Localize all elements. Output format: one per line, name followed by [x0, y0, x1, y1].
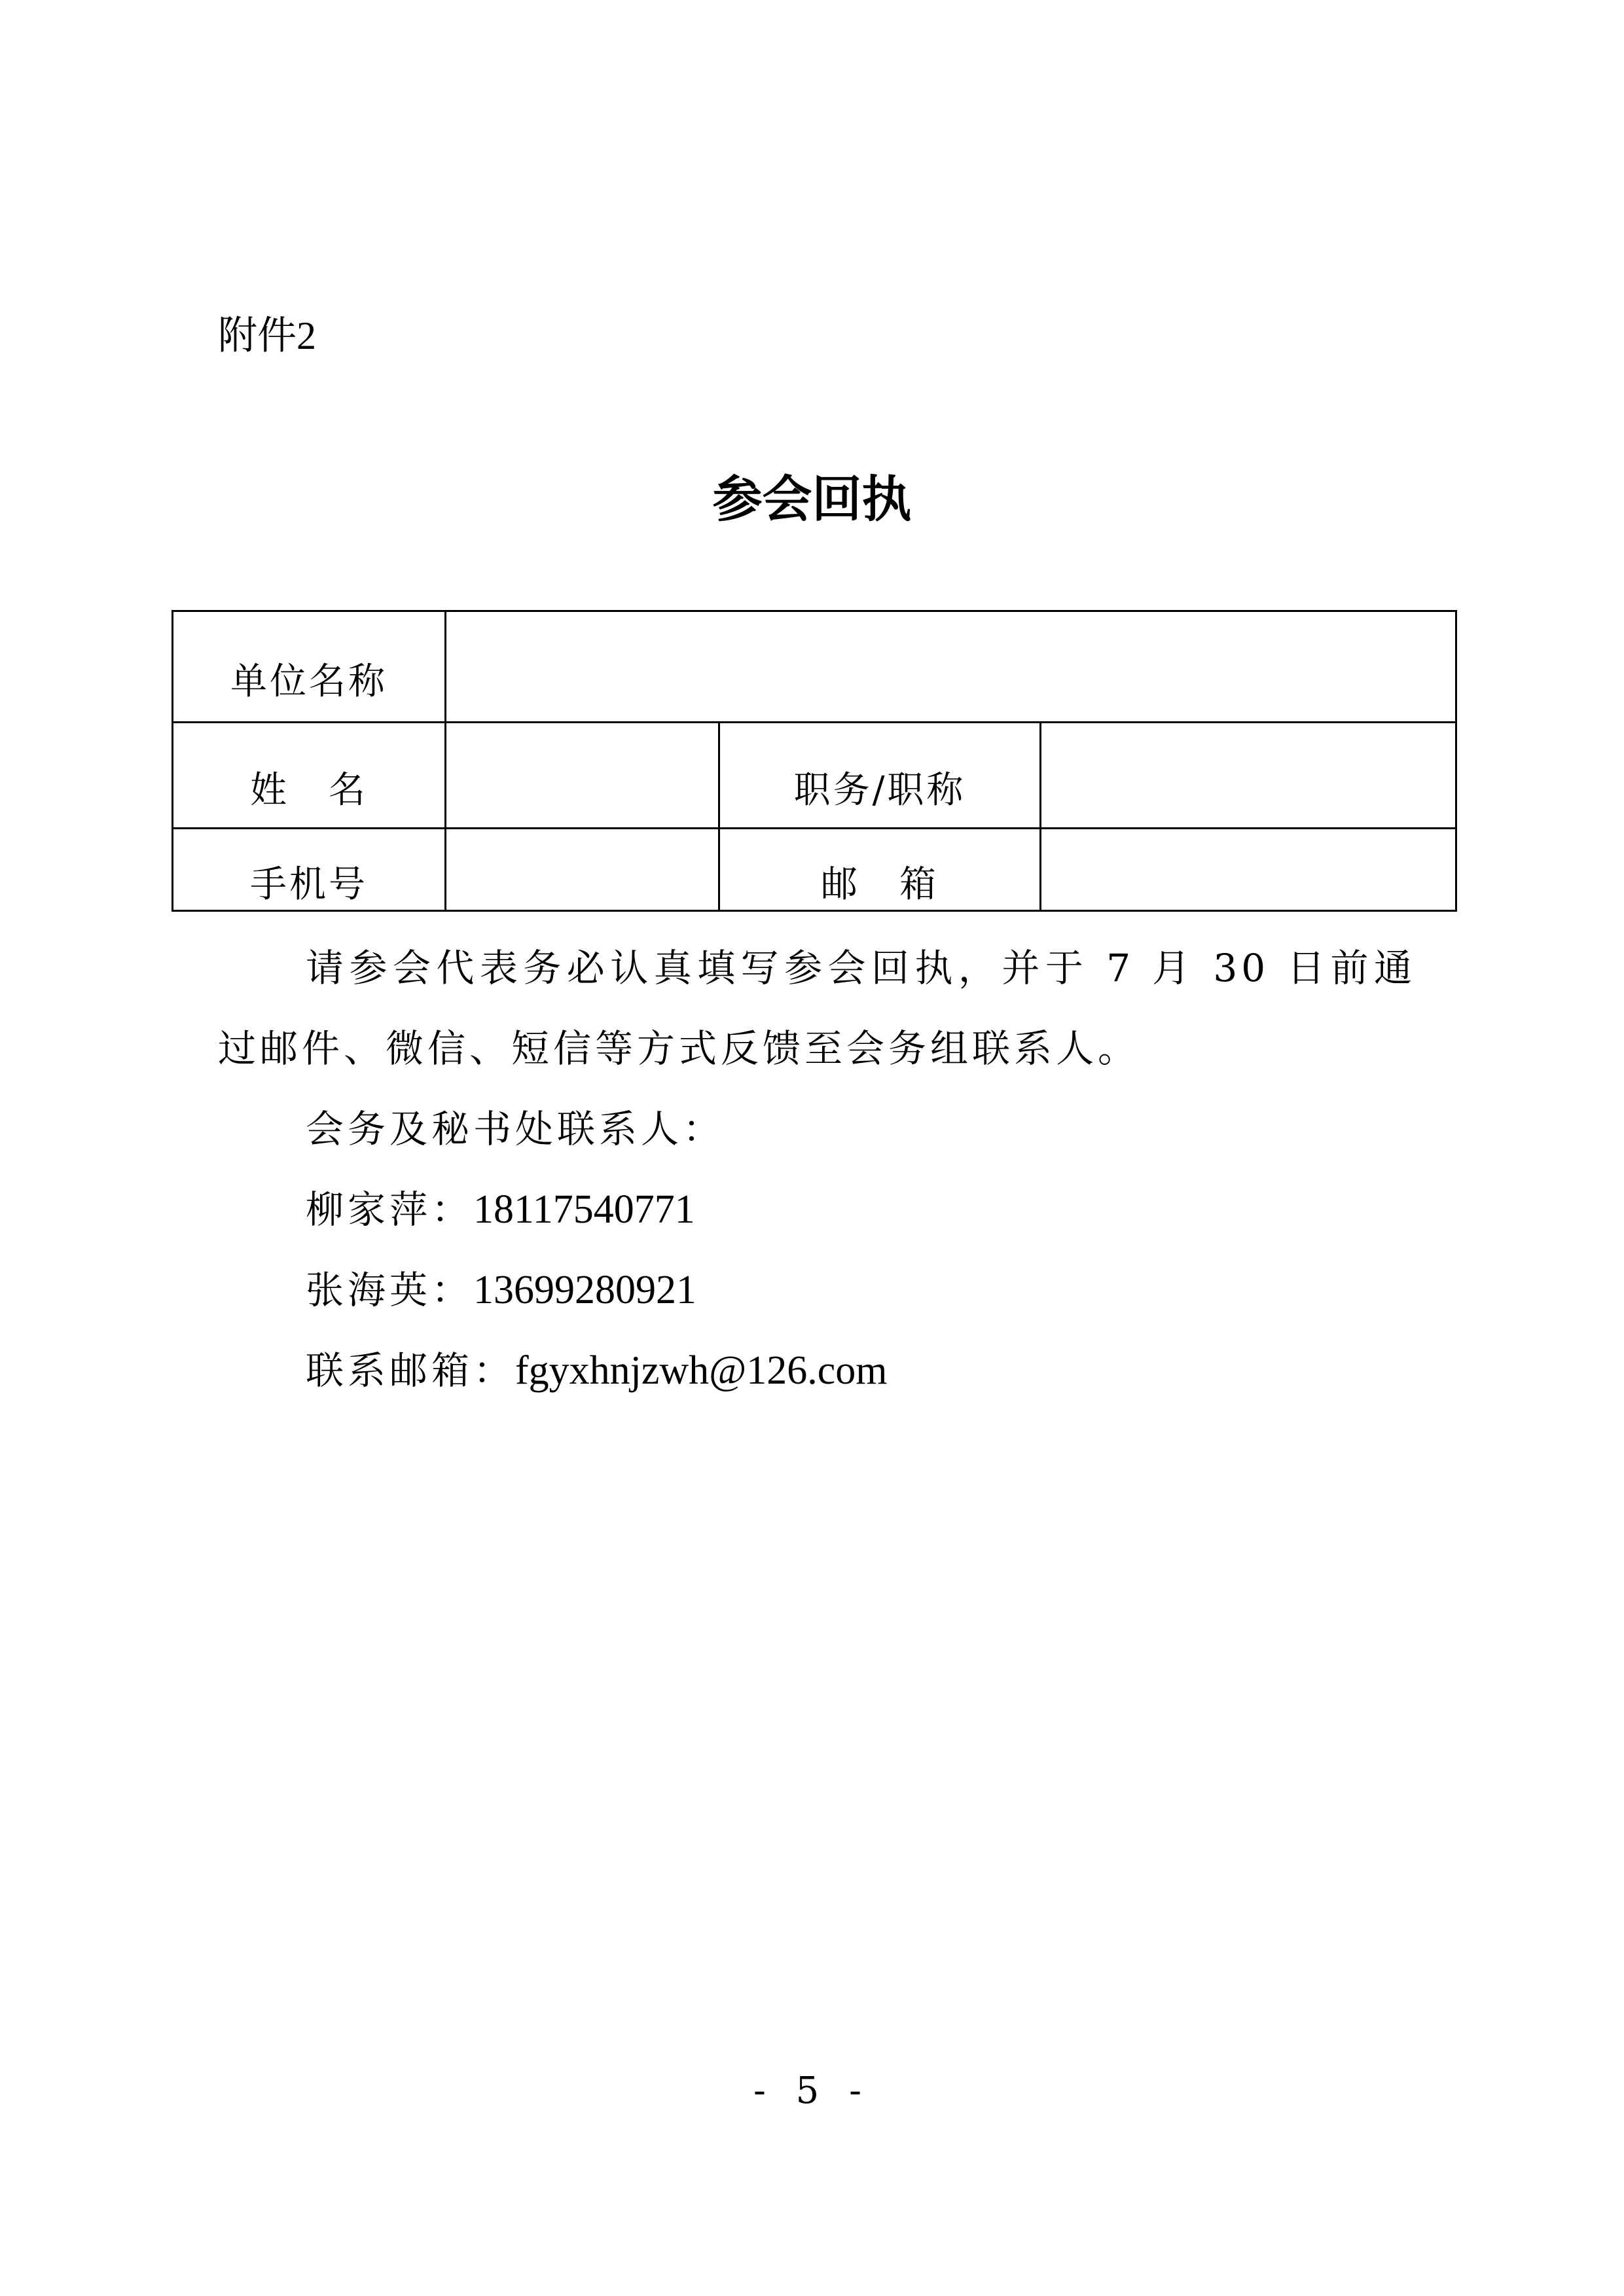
registration-form-table: [171, 610, 1457, 912]
contact-name: 张海英：: [306, 1268, 474, 1312]
contact-phone: 13699280921: [473, 1268, 697, 1312]
phone-label-cell: [173, 829, 446, 911]
notice-paragraph: 请参会代表务必认真填写参会回执，并于 7 月 30 日前通过邮件、微信、短信等方式反馈至会务组联系人。: [218, 946, 1416, 1071]
unit-name-field[interactable]: [446, 611, 1456, 723]
position-field[interactable]: [1041, 723, 1456, 829]
contacts-heading: 会务及秘书处联系人：: [306, 1107, 725, 1151]
contact-email-link[interactable]: fgyxhnjzwh@126.com: [515, 1348, 888, 1393]
contact-line: [218, 1250, 1416, 1331]
phone-field[interactable]: [446, 829, 719, 911]
document-title: 参会回执: [712, 470, 912, 528]
contact-email-label: 联系邮箱：: [306, 1348, 516, 1393]
email-label-cell: [719, 829, 1041, 911]
email-field[interactable]: [1041, 829, 1456, 911]
contact-phone: 18117540771: [473, 1187, 695, 1232]
contact-name: 柳家萍：: [306, 1187, 474, 1232]
form-row-unit: [173, 611, 1456, 723]
name-label-cell: [173, 723, 446, 829]
name-label: 姓 名: [250, 768, 368, 812]
attachment-label: [218, 306, 316, 365]
contact-email-line: [218, 1331, 1416, 1411]
contact-line: [218, 1170, 1416, 1250]
unit-name-label: 单位名称: [230, 660, 388, 703]
form-row-name: [173, 723, 1456, 829]
attachment-prefix: 附件: [218, 313, 297, 359]
body-text: [218, 928, 1416, 1411]
form-row-phone: [173, 829, 1456, 911]
phone-label: 手机号: [250, 863, 368, 906]
unit-name-label-cell: [173, 611, 446, 723]
attachment-number: 2: [297, 314, 316, 357]
name-field[interactable]: [446, 723, 719, 829]
position-label: 职务/职称: [793, 768, 966, 812]
email-label: 邮 箱: [821, 863, 939, 906]
position-label-cell: [719, 723, 1041, 829]
page-number: - 5 -: [753, 2070, 871, 2112]
